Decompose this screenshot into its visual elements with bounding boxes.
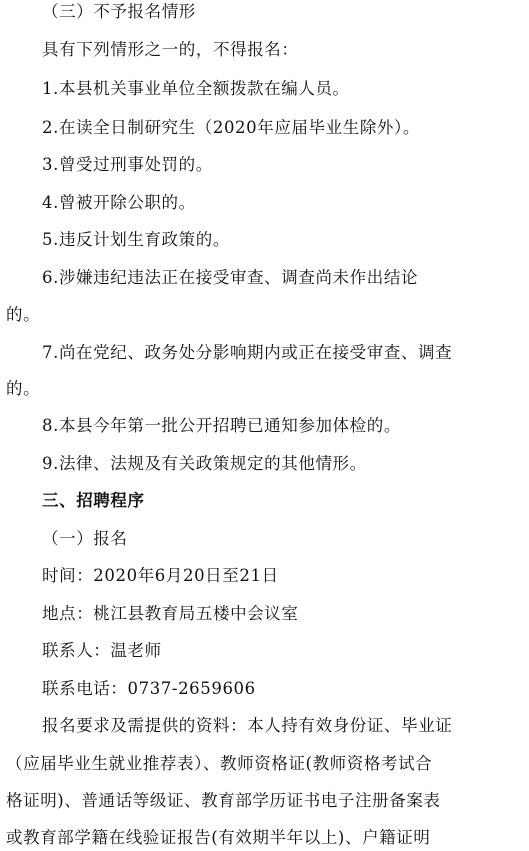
list-item-7-continuation: 的。 — [6, 379, 41, 398]
section-heading-recruitment-procedure: 三、招聘程序 — [42, 491, 145, 510]
list-item-9: 9.法律、法规及有关政策规定的其他情形。 — [42, 454, 367, 473]
list-item-3: 3.曾受过刑事处罚的。 — [42, 155, 213, 174]
list-item-6: 6.涉嫌违纪违法正在接受审查、调查尚未作出结论 — [42, 268, 419, 287]
subsection-heading-registration: （一）报名 — [42, 529, 128, 548]
contact-phone: 联系电话：0737-2659606 — [42, 679, 256, 698]
list-item-2: 2.在读全日制研究生（2020年应届毕业生除外）。 — [42, 118, 420, 137]
list-item-5: 5.违反计划生育政策的。 — [42, 230, 230, 249]
requirements-paragraph-line-3: 格证明)、普通话等级证、教育部学历证书电子注册备案表 — [6, 791, 441, 810]
list-item-8: 8.本县今年第一批公开招聘已通知参加体检的。 — [42, 416, 401, 435]
registration-time: 时间：2020年6月20日至21日 — [42, 566, 279, 585]
paragraph-intro: 具有下列情形之一的，不得报名： — [42, 40, 299, 59]
requirements-paragraph-line-4: 或教育部学籍在线验证报告(有效期半年以上)、户籍证明 — [6, 828, 431, 847]
list-item-1: 1.本县机关事业单位全额拨款在编人员。 — [42, 79, 350, 98]
subsection-heading-no-registration: （三）不予报名情形 — [42, 2, 196, 21]
list-item-4: 4.曾被开除公职的。 — [42, 193, 196, 212]
list-item-6-continuation: 的。 — [6, 305, 41, 324]
requirements-paragraph-line-1: 报名要求及需提供的资料：本人持有效身份证、毕业证 — [42, 716, 453, 735]
registration-location: 地点：桃江县教育局五楼中会议室 — [42, 604, 299, 623]
list-item-7: 7.尚在党纪、政务处分影响期内或正在接受审查、调查 — [42, 343, 453, 362]
requirements-paragraph-line-2: （应届毕业生就业推荐表）、教师资格证(教师资格考试合 — [6, 754, 433, 773]
contact-person: 联系人：温老师 — [42, 641, 162, 660]
